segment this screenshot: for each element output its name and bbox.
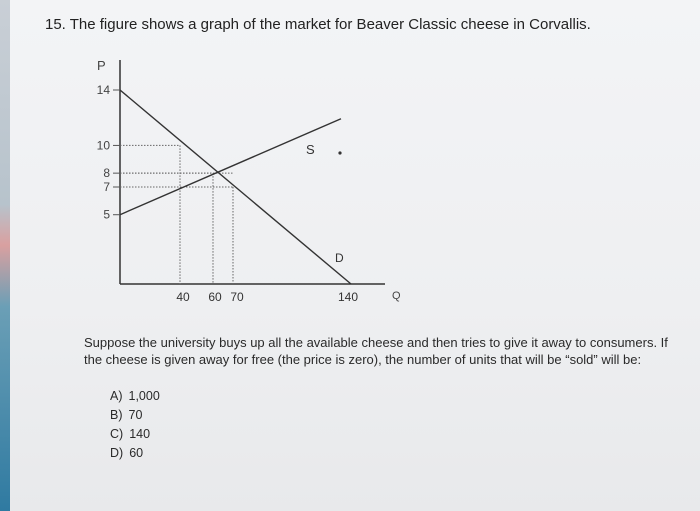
option-value: 60 (129, 446, 144, 460)
price-tick-labels (97, 83, 120, 222)
price-tick-5: 5 (103, 207, 110, 222)
option-letter: D) (110, 446, 124, 460)
price-tick-14: 14 (96, 83, 110, 97)
option-c[interactable] (110, 425, 160, 444)
option-letter: A) (110, 389, 123, 403)
p-axis-label: P (97, 58, 106, 73)
demand-label: D (335, 251, 344, 265)
price-tick-7: 7 (103, 180, 110, 194)
option-letter: B) (110, 408, 123, 422)
quantity-tick-labels (176, 290, 358, 304)
dotted-guides (120, 145, 233, 284)
option-letter: C) (110, 427, 124, 441)
option-a[interactable] (110, 387, 160, 406)
price-tick-8: 8 (103, 166, 110, 181)
option-d[interactable] (110, 444, 160, 463)
quantity-tick-70: 70 (230, 290, 244, 304)
option-b[interactable] (110, 406, 160, 425)
supply-curve (120, 119, 341, 215)
answer-options (110, 387, 160, 463)
demand-curve (120, 90, 351, 284)
option-value: 1,000 (128, 389, 160, 403)
q-axis-label: Q (392, 290, 401, 302)
quantity-tick-60: 60 (208, 290, 222, 304)
axes (120, 60, 385, 284)
question-prompt: Suppose the university buys up all the available cheese and then tries to give it away to consumers. If the cheese is given away for free (the price is zero), the number of units that will be “sold” will be: (84, 335, 668, 367)
option-value: 140 (129, 427, 151, 441)
stray-dot (338, 151, 341, 154)
question-title: 15. The figure shows a graph of the market for Beaver Classic cheese in Corvallis. (45, 16, 591, 33)
price-tick-10: 10 (96, 138, 110, 153)
quantity-tick-140: 140 (337, 290, 359, 304)
quantity-tick-40: 40 (176, 290, 190, 304)
supply-label: S (306, 142, 315, 157)
option-value: 70 (128, 408, 143, 422)
